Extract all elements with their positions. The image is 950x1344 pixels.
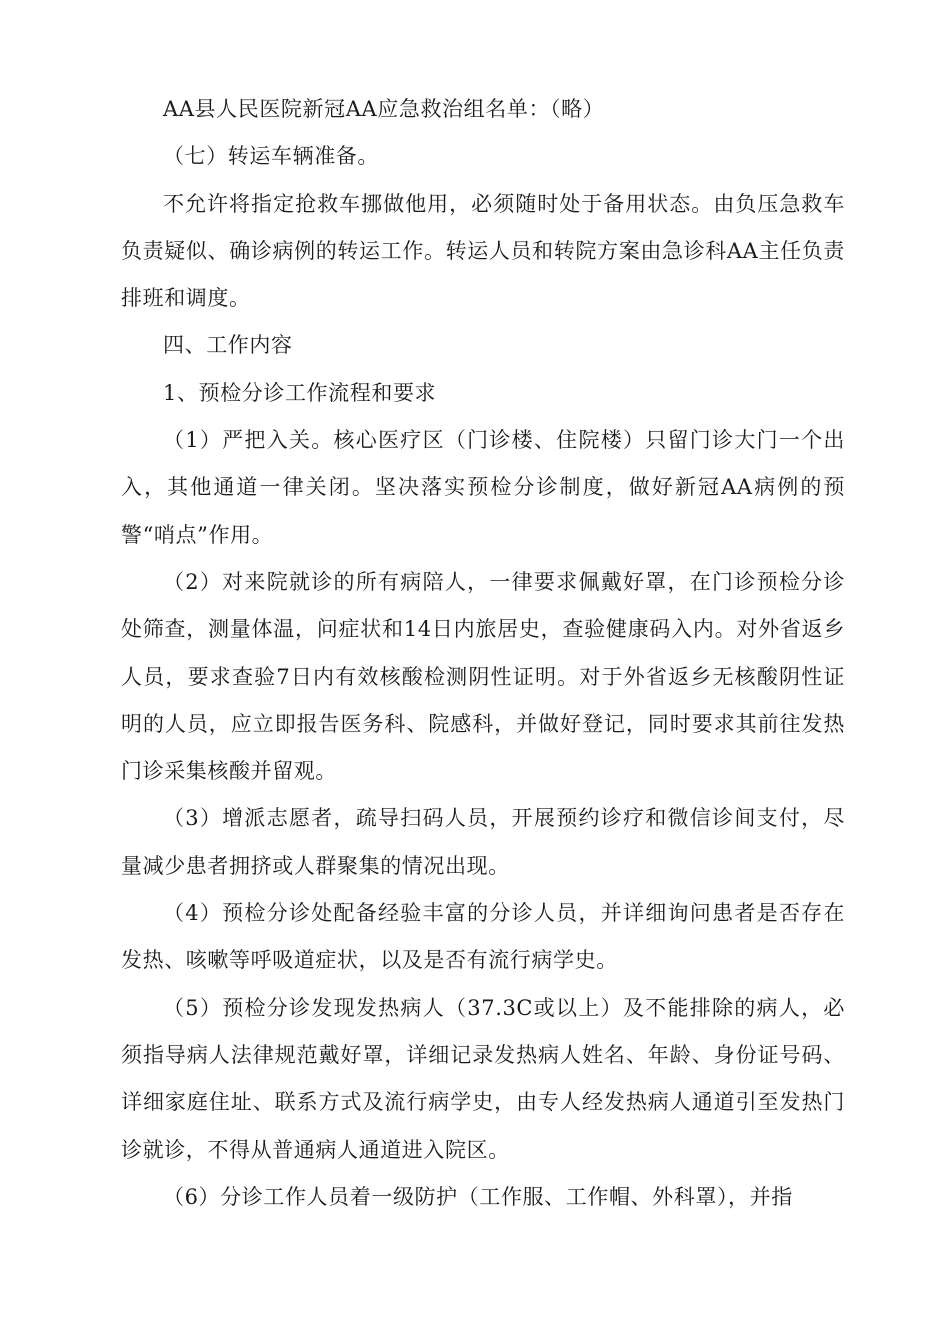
paragraph-transport-vehicle-heading: （七）转运车辆准备。 (163, 144, 379, 169)
paragraph-item-2: （2）对来院就诊的所有病陪人，一律要求佩戴好罩，在门诊预检分诊处筛查，测量体温，问症状和14日内旅居史，查验健康码入内。对外省返乡人员，要求查验7日内有效核酸检测阴性证明。对于外省返乡无核酸阴性证明的人员，应立即报告医务科、院感科，并做好登记，同时要求其前往发热门诊采集核酸并留观。 (121, 569, 845, 784)
section-heading-work-content: 四、工作内容 (163, 333, 293, 358)
paragraph-item-5: （5）预检分诊发现发热病人（37.3C或以上）及不能排除的病人，必须指导病人法律规范戴好罩，详细记录发热病人姓名、年龄、身份证号码、详细家庭住址、联系方式及流行病学史，由专人经发热病人通道引至发热门诊就诊，不得从普通病人通道进入院区。 (121, 995, 845, 1162)
paragraph-transport-vehicle-rules: 不允许将指定抢救车挪做他用，必须随时处于备用状态。由负压急救车负责疑似、确诊病例的转运工作。转运人员和转院方案由急诊科AA主任负责排班和调度。 (121, 191, 845, 311)
paragraph-item-4: （4）预检分诊处配备经验丰富的分诊人员，并详细询问患者是否存在发热、咳嗽等呼吸道症状，以及是否有流行病学史。 (121, 901, 845, 973)
paragraph-item-3: （3）增派志愿者，疏导扫码人员，开展预约诊疗和微信诊间支付，尽量减少患者拥挤或人群聚集的情况出现。 (121, 806, 845, 878)
paragraph-item-1: （1）严把入关。核心医疗区（门诊楼、住院楼）只留门诊大门一个出入，其他通道一律关闭。坚决落实预检分诊制度，做好新冠AA病例的预警“哨点”作用。 (121, 428, 845, 547)
document-body (121, 86, 845, 1221)
paragraph-rescue-team-list: AA县人民医院新冠AA应急救治组名单：（略） (163, 97, 605, 121)
paragraph-item-6: （6）分诊工作人员着一级防护（工作服、工作帽、外科罩），并指 (163, 1184, 793, 1209)
subsection-heading-triage-process: 1、预检分诊工作流程和要求 (163, 380, 437, 405)
